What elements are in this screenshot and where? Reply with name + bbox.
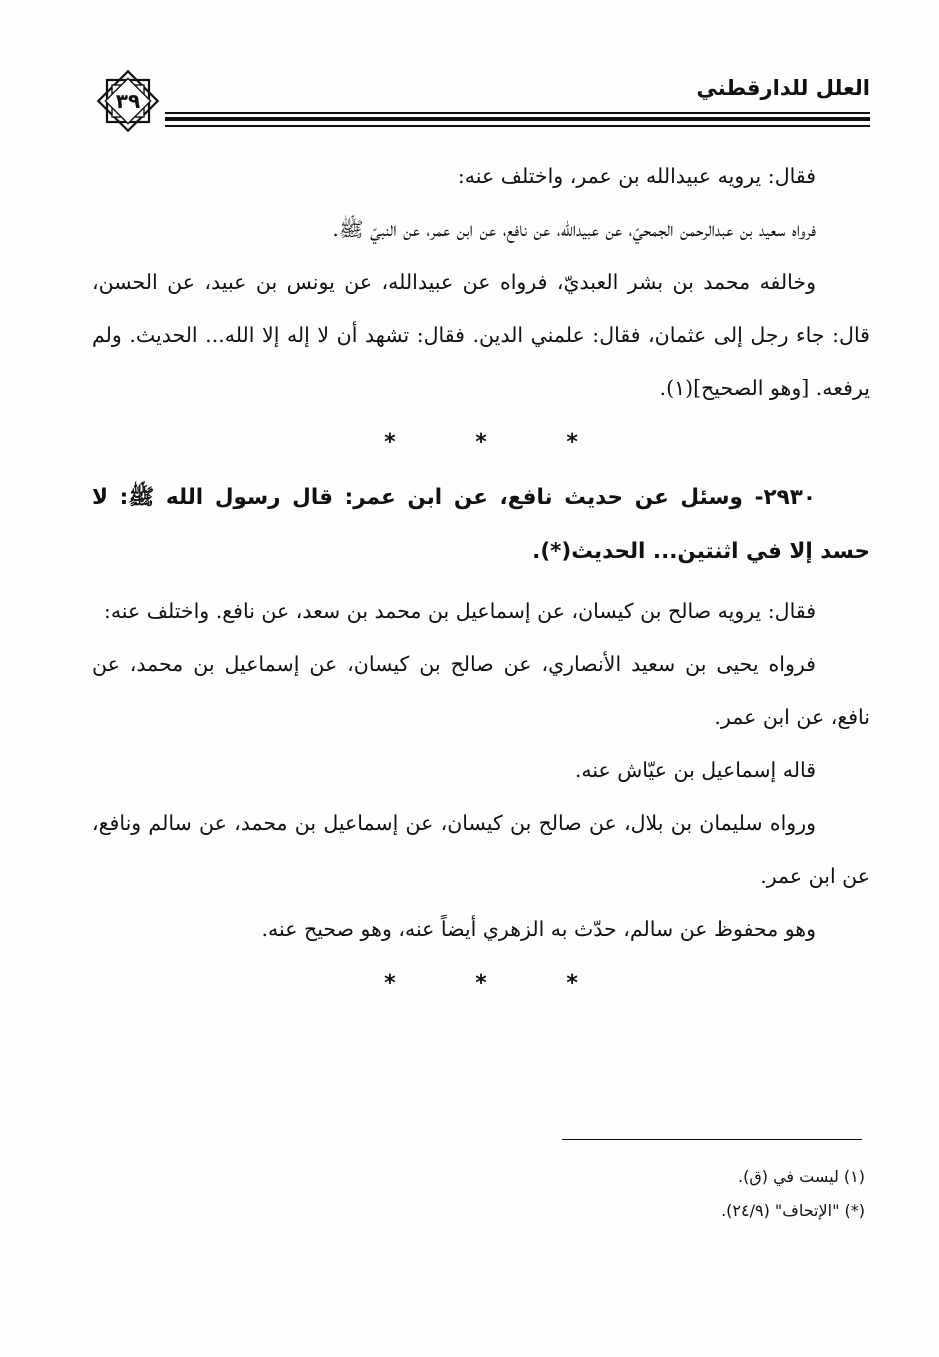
- footnote: (*) "الإتحاف" (٢٤/٩).: [721, 1201, 865, 1220]
- header-rule: [165, 112, 870, 114]
- footnotes: [92, 1160, 865, 1228]
- paragraph: ورواه سليمان بن بلال، عن صالح بن كيسان، عن إسماعيل بن محمد، عن سالم ونافع، عن ابن عمر.: [92, 811, 870, 888]
- page-number-badge: [95, 68, 161, 134]
- paragraph: وخالفه محمد بن بشر العبديّ، فرواه عن عبيدالله، عن يونس بن عبيد، عن الحسن، قال: جاء رجل إلى عثمان، فقال: علمني الدين. فقال: تشهد أن لا إله إلا الله... الحديث. ولم يرفعه. [وهو الصحيح](١).: [92, 270, 870, 400]
- page-number: ٣٩: [115, 89, 141, 113]
- section-separator: * * *: [384, 971, 614, 996]
- paragraph: فقال: يرويه عبيدالله بن عمر، واختلف عنه:: [457, 164, 816, 188]
- paragraph: فرواه سعيد بن عبدالرحمن الجمحيّ، عن عبيدالله، عن نافع، عن ابن عمر، عن النبيّ ﷺ.: [332, 217, 816, 241]
- running-title: العلل للدارقطني: [696, 76, 870, 100]
- paragraph: وهو محفوظ عن سالم، حدّث به الزهري أيضاً عنه، وهو صحيح عنه.: [261, 917, 816, 941]
- header-rule-thick: [165, 117, 870, 121]
- header-rule: [165, 125, 870, 127]
- paragraph: قاله إسماعيل بن عيّاش عنه.: [574, 758, 816, 782]
- section-separator: * * *: [384, 430, 614, 455]
- question-heading: ٢٩٣٠- وسئل عن حديث نافع، عن ابن عمر: قال رسول الله ﷺ: لا حسد إلا في اثنتين... الحديث(*).: [92, 485, 870, 564]
- main-text: [92, 150, 870, 1012]
- paragraph: فرواه يحيى بن سعيد الأنصاري، عن صالح بن كيسان، عن إسماعيل بن محمد، عن نافع، عن ابن عمر.: [92, 652, 870, 729]
- footnote: (١) ليست في (ق).: [738, 1167, 865, 1186]
- footnote-rule: [562, 1139, 862, 1140]
- page-header: [95, 62, 870, 142]
- paragraph: فقال: يرويه صالح بن كيسان، عن إسماعيل بن محمد بن سعد، عن نافع. واختلف عنه:: [103, 599, 816, 623]
